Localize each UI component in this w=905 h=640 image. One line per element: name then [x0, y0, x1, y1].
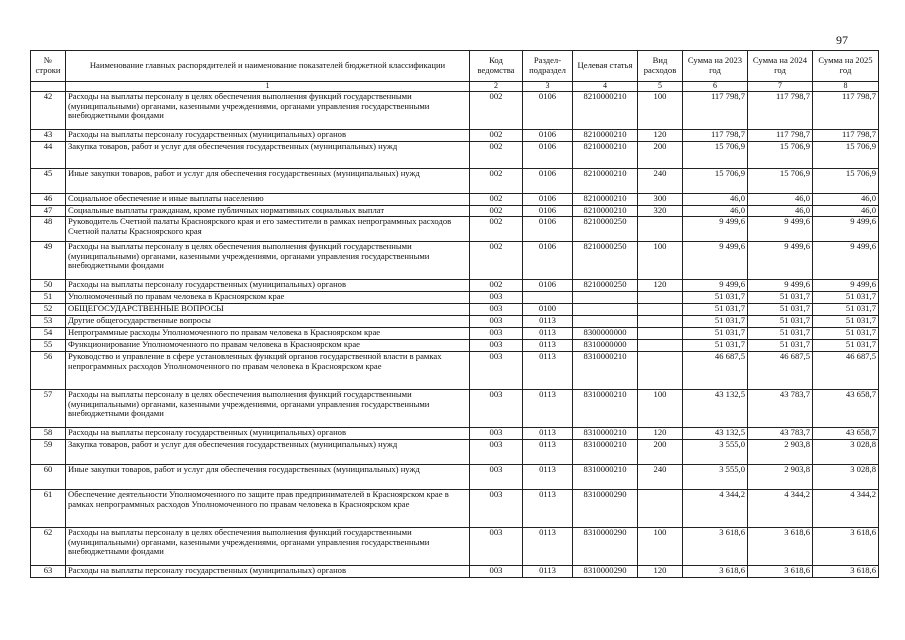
- row-number: 63: [31, 566, 66, 578]
- section-code: [523, 292, 573, 304]
- dept-code: 002: [470, 217, 523, 242]
- section-code: 0113: [523, 352, 573, 390]
- section-code: 0106: [523, 280, 573, 292]
- table-row: [31, 304, 879, 316]
- row-name: Функционирование Уполномоченного по правам человека в Красноярском крае: [66, 340, 470, 352]
- dept-code: 002: [470, 280, 523, 292]
- dept-code: 003: [470, 528, 523, 566]
- row-number: 62: [31, 528, 66, 566]
- sum-2025: 9 499,6: [813, 217, 879, 242]
- sum-2023: 46,0: [683, 194, 748, 206]
- target-item: [573, 316, 638, 328]
- sum-2024: 15 706,9: [748, 142, 813, 169]
- expense-type: [638, 292, 683, 304]
- sum-2024: 51 031,7: [748, 292, 813, 304]
- sum-2024: 9 499,6: [748, 217, 813, 242]
- dept-code: 003: [470, 352, 523, 390]
- table-row: [31, 142, 879, 169]
- sum-2025: 43 658,7: [813, 428, 879, 440]
- expense-type: 100: [638, 390, 683, 428]
- sum-2024: 46,0: [748, 194, 813, 206]
- dept-code: 003: [470, 490, 523, 528]
- table-row: [31, 328, 879, 340]
- dept-code: 003: [470, 566, 523, 578]
- expense-type: 200: [638, 142, 683, 169]
- target-item: 8210000250: [573, 217, 638, 242]
- expense-type: 200: [638, 440, 683, 465]
- table-row: [31, 280, 879, 292]
- table-row: [31, 440, 879, 465]
- sum-2024: 3 618,6: [748, 528, 813, 566]
- sum-2023: 4 344,2: [683, 490, 748, 528]
- row-number: 46: [31, 194, 66, 206]
- sum-2025: 3 618,6: [813, 528, 879, 566]
- section-code: 0113: [523, 428, 573, 440]
- sum-2024: 46,0: [748, 206, 813, 217]
- expense-type: 300: [638, 194, 683, 206]
- dept-code: 003: [470, 390, 523, 428]
- row-number: 54: [31, 328, 66, 340]
- row-number: 59: [31, 440, 66, 465]
- column-number: [31, 82, 66, 92]
- section-code: 0106: [523, 169, 573, 194]
- header-target-item: Целевая статья: [573, 51, 638, 82]
- sum-2024: 43 783,7: [748, 390, 813, 428]
- target-item: 8210000210: [573, 206, 638, 217]
- sum-2025: 51 031,7: [813, 304, 879, 316]
- row-name: Расходы на выплаты персоналу государственных (муниципальных) органов: [66, 566, 470, 578]
- target-item: 8310000290: [573, 528, 638, 566]
- section-code: 0113: [523, 440, 573, 465]
- row-number: 56: [31, 352, 66, 390]
- sum-2025: 46,0: [813, 206, 879, 217]
- sum-2024: 4 344,2: [748, 490, 813, 528]
- row-number: 44: [31, 142, 66, 169]
- sum-2024: 3 618,6: [748, 566, 813, 578]
- dept-code: 002: [470, 206, 523, 217]
- page-number: 97: [836, 33, 848, 47]
- sum-2024: 117 798,7: [748, 92, 813, 130]
- sum-2023: 3 618,6: [683, 566, 748, 578]
- sum-2023: 3 555,0: [683, 465, 748, 490]
- sum-2024: 51 031,7: [748, 304, 813, 316]
- row-number: 43: [31, 130, 66, 142]
- sum-2023: 3 555,0: [683, 440, 748, 465]
- row-number: 50: [31, 280, 66, 292]
- row-name: Расходы на выплаты персоналу государственных (муниципальных) органов: [66, 428, 470, 440]
- header-sum-2023: Сумма на 2023 год: [683, 51, 748, 82]
- sum-2024: 51 031,7: [748, 316, 813, 328]
- table-row: [31, 490, 879, 528]
- row-number: 53: [31, 316, 66, 328]
- row-name: Непрограммные расходы Уполномоченного по правам человека в Красноярском крае: [66, 328, 470, 340]
- sum-2024: 117 798,7: [748, 130, 813, 142]
- table-row: [31, 169, 879, 194]
- row-name: Социальное обеспечение и иные выплаты населению: [66, 194, 470, 206]
- sum-2025: 51 031,7: [813, 340, 879, 352]
- section-code: 0106: [523, 206, 573, 217]
- expense-type: 120: [638, 280, 683, 292]
- sum-2025: 46 687,5: [813, 352, 879, 390]
- table-row: [31, 130, 879, 142]
- sum-2025: 46,0: [813, 194, 879, 206]
- sum-2025: 15 706,9: [813, 142, 879, 169]
- sum-2023: 51 031,7: [683, 340, 748, 352]
- header-row: [31, 51, 879, 82]
- expense-type: [638, 340, 683, 352]
- section-code: 0106: [523, 92, 573, 130]
- sum-2023: 117 798,7: [683, 130, 748, 142]
- dept-code: 003: [470, 316, 523, 328]
- row-name: Расходы на выплаты персоналу в целях обеспечения выполнения функций государственными (муниципальными) органами, казенными учреждениями, органами управления государственными внебюджетными фондами: [66, 242, 470, 280]
- column-number: 1: [66, 82, 470, 92]
- expense-type: [638, 328, 683, 340]
- target-item: 8210000210: [573, 169, 638, 194]
- sum-2024: 15 706,9: [748, 169, 813, 194]
- expense-type: 240: [638, 465, 683, 490]
- sum-2023: 3 618,6: [683, 528, 748, 566]
- target-item: [573, 304, 638, 316]
- table-row: [31, 194, 879, 206]
- sum-2023: 15 706,9: [683, 169, 748, 194]
- sum-2025: 117 798,7: [813, 130, 879, 142]
- sum-2024: 9 499,6: [748, 280, 813, 292]
- target-item: 8210000210: [573, 92, 638, 130]
- table-row: [31, 465, 879, 490]
- sum-2023: 43 132,5: [683, 428, 748, 440]
- expense-type: 120: [638, 130, 683, 142]
- sum-2023: 15 706,9: [683, 142, 748, 169]
- expense-type: [638, 352, 683, 390]
- dept-code: 003: [470, 440, 523, 465]
- target-item: 8310000210: [573, 440, 638, 465]
- row-number: 60: [31, 465, 66, 490]
- table-row: [31, 242, 879, 280]
- dept-code: 002: [470, 92, 523, 130]
- expense-type: 100: [638, 92, 683, 130]
- dept-code: 003: [470, 292, 523, 304]
- target-item: 8310000210: [573, 428, 638, 440]
- sum-2025: 15 706,9: [813, 169, 879, 194]
- target-item: 8310000290: [573, 490, 638, 528]
- header-sum-2025: Сумма на 2025 год: [813, 51, 879, 82]
- sum-2025: 51 031,7: [813, 328, 879, 340]
- sum-2023: 51 031,7: [683, 304, 748, 316]
- sum-2024: 51 031,7: [748, 340, 813, 352]
- dept-code: 002: [470, 242, 523, 280]
- header-name: Наименование главных распорядителей и наименование показателей бюджетной классификации: [66, 51, 470, 82]
- table-body: [31, 92, 879, 578]
- section-code: 0113: [523, 566, 573, 578]
- header-section: Раздел- подраздел: [523, 51, 573, 82]
- sum-2025: 3 028,8: [813, 440, 879, 465]
- sum-2023: 9 499,6: [683, 280, 748, 292]
- header-sum-2024: Сумма на 2024 год: [748, 51, 813, 82]
- table-row: [31, 352, 879, 390]
- target-item: 8300000000: [573, 328, 638, 340]
- row-name: Руководство и управление в сфере установленных функций органов государственной власти в рамках непрограммных расходов Уполномоченного по правам человека в Красноярском крае: [66, 352, 470, 390]
- sum-2023: 51 031,7: [683, 316, 748, 328]
- column-number: 3: [523, 82, 573, 92]
- header-dept-code: Код ведомства: [470, 51, 523, 82]
- target-item: 8210000210: [573, 194, 638, 206]
- target-item: 8310000290: [573, 566, 638, 578]
- target-item: 8210000250: [573, 242, 638, 280]
- sum-2024: 51 031,7: [748, 328, 813, 340]
- dept-code: 003: [470, 465, 523, 490]
- dept-code: 002: [470, 130, 523, 142]
- table-row: [31, 340, 879, 352]
- row-name: Расходы на выплаты персоналу государственных (муниципальных) органов: [66, 280, 470, 292]
- column-number: 6: [683, 82, 748, 92]
- sum-2025: 9 499,6: [813, 280, 879, 292]
- sum-2023: 46 687,5: [683, 352, 748, 390]
- row-number: 48: [31, 217, 66, 242]
- target-item: 8310000000: [573, 340, 638, 352]
- section-code: 0100: [523, 304, 573, 316]
- dept-code: 002: [470, 142, 523, 169]
- row-name: Социальные выплаты гражданам, кроме публичных нормативных социальных выплат: [66, 206, 470, 217]
- section-code: 0106: [523, 217, 573, 242]
- table-row: [31, 292, 879, 304]
- expense-type: [638, 217, 683, 242]
- row-name: Руководитель Счетной палаты Красноярского края и его заместители в рамках непрограммных расходов Счетной палаты Красноярского края: [66, 217, 470, 242]
- row-name: ОБЩЕГОСУДАРСТВЕННЫЕ ВОПРОСЫ: [66, 304, 470, 316]
- expense-type: 120: [638, 566, 683, 578]
- sum-2023: 51 031,7: [683, 328, 748, 340]
- row-name: Расходы на выплаты персоналу государственных (муниципальных) органов: [66, 130, 470, 142]
- target-item: 8210000210: [573, 142, 638, 169]
- section-code: 0113: [523, 490, 573, 528]
- dept-code: 002: [470, 169, 523, 194]
- row-number: 52: [31, 304, 66, 316]
- target-item: 8210000250: [573, 280, 638, 292]
- expense-type: 320: [638, 206, 683, 217]
- row-number: 55: [31, 340, 66, 352]
- column-number: 5: [638, 82, 683, 92]
- target-item: [573, 292, 638, 304]
- dept-code: 003: [470, 340, 523, 352]
- table-row: [31, 566, 879, 578]
- header-row-number: № строки: [31, 51, 66, 82]
- expense-type: [638, 490, 683, 528]
- row-number: 57: [31, 390, 66, 428]
- row-name: Другие общегосударственные вопросы: [66, 316, 470, 328]
- expense-type: [638, 304, 683, 316]
- section-code: 0106: [523, 142, 573, 169]
- sum-2025: 43 658,7: [813, 390, 879, 428]
- column-number: 8: [813, 82, 879, 92]
- row-number: 51: [31, 292, 66, 304]
- expense-type: 120: [638, 428, 683, 440]
- row-number: 58: [31, 428, 66, 440]
- table-row: [31, 217, 879, 242]
- row-name: Закупка товаров, работ и услуг для обеспечения государственных (муниципальных) нужд: [66, 142, 470, 169]
- target-item: 8210000210: [573, 130, 638, 142]
- column-number: 2: [470, 82, 523, 92]
- sum-2025: 3 028,8: [813, 465, 879, 490]
- row-name: Иные закупки товаров, работ и услуг для обеспечения государственных (муниципальных) нужд: [66, 169, 470, 194]
- section-code: 0113: [523, 465, 573, 490]
- sum-2024: 46 687,5: [748, 352, 813, 390]
- sum-2023: 9 499,6: [683, 242, 748, 280]
- row-name: Обеспечение деятельности Уполномоченного по защите прав предпринимателей в Красноярском крае в рамках непрограммных расходов Уполномоченного по правам человека в Красноярском крае: [66, 490, 470, 528]
- column-number: 7: [748, 82, 813, 92]
- row-name: Уполномоченный по правам человека в Красноярском крае: [66, 292, 470, 304]
- dept-code: 003: [470, 428, 523, 440]
- sum-2025: 117 798,7: [813, 92, 879, 130]
- target-item: 8310000210: [573, 465, 638, 490]
- row-number: 61: [31, 490, 66, 528]
- expense-type: 240: [638, 169, 683, 194]
- header-expense-type: Вид расходов: [638, 51, 683, 82]
- sum-2023: 46,0: [683, 206, 748, 217]
- row-number: 47: [31, 206, 66, 217]
- section-code: 0113: [523, 328, 573, 340]
- sum-2023: 117 798,7: [683, 92, 748, 130]
- row-number: 42: [31, 92, 66, 130]
- dept-code: 003: [470, 304, 523, 316]
- expense-type: 100: [638, 528, 683, 566]
- sum-2023: 9 499,6: [683, 217, 748, 242]
- section-code: 0113: [523, 316, 573, 328]
- expense-type: 100: [638, 242, 683, 280]
- row-name: Закупка товаров, работ и услуг для обеспечения государственных (муниципальных) нужд: [66, 440, 470, 465]
- expense-type: [638, 316, 683, 328]
- sum-2024: 9 499,6: [748, 242, 813, 280]
- column-number: 4: [573, 82, 638, 92]
- row-name: Расходы на выплаты персоналу в целях обеспечения выполнения функций государственными (муниципальными) органами, казенными учреждениями, органами управления государственными внебюджетными фондами: [66, 390, 470, 428]
- sum-2025: 51 031,7: [813, 292, 879, 304]
- row-number: 49: [31, 242, 66, 280]
- section-code: 0113: [523, 340, 573, 352]
- table-row: [31, 390, 879, 428]
- sum-2023: 43 132,5: [683, 390, 748, 428]
- sum-2025: 3 618,6: [813, 566, 879, 578]
- section-code: 0106: [523, 242, 573, 280]
- dept-code: 002: [470, 194, 523, 206]
- section-code: 0106: [523, 130, 573, 142]
- dept-code: 003: [470, 328, 523, 340]
- section-code: 0106: [523, 194, 573, 206]
- sum-2025: 51 031,7: [813, 316, 879, 328]
- sum-2025: 4 344,2: [813, 490, 879, 528]
- row-name: Иные закупки товаров, работ и услуг для обеспечения государственных (муниципальных) нужд: [66, 465, 470, 490]
- table-row: [31, 206, 879, 217]
- row-name: Расходы на выплаты персоналу в целях обеспечения выполнения функций государственными (муниципальными) органами, казенными учреждениями, органами управления государственными внебюджетными фондами: [66, 92, 470, 130]
- budget-table: [30, 50, 879, 578]
- column-number-row: [31, 82, 879, 92]
- target-item: 8310000210: [573, 352, 638, 390]
- section-code: 0113: [523, 528, 573, 566]
- sum-2024: 2 903,8: [748, 465, 813, 490]
- sum-2024: 2 903,8: [748, 440, 813, 465]
- target-item: 8310000210: [573, 390, 638, 428]
- sum-2023: 51 031,7: [683, 292, 748, 304]
- row-name: Расходы на выплаты персоналу в целях обеспечения выполнения функций государственными (муниципальными) органами, казенными учреждениями, органами управления государственными внебюджетными фондами: [66, 528, 470, 566]
- row-number: 45: [31, 169, 66, 194]
- sum-2025: 9 499,6: [813, 242, 879, 280]
- table-row: [31, 92, 879, 130]
- table-row: [31, 528, 879, 566]
- sum-2024: 43 783,7: [748, 428, 813, 440]
- table-row: [31, 316, 879, 328]
- section-code: 0113: [523, 390, 573, 428]
- table-row: [31, 428, 879, 440]
